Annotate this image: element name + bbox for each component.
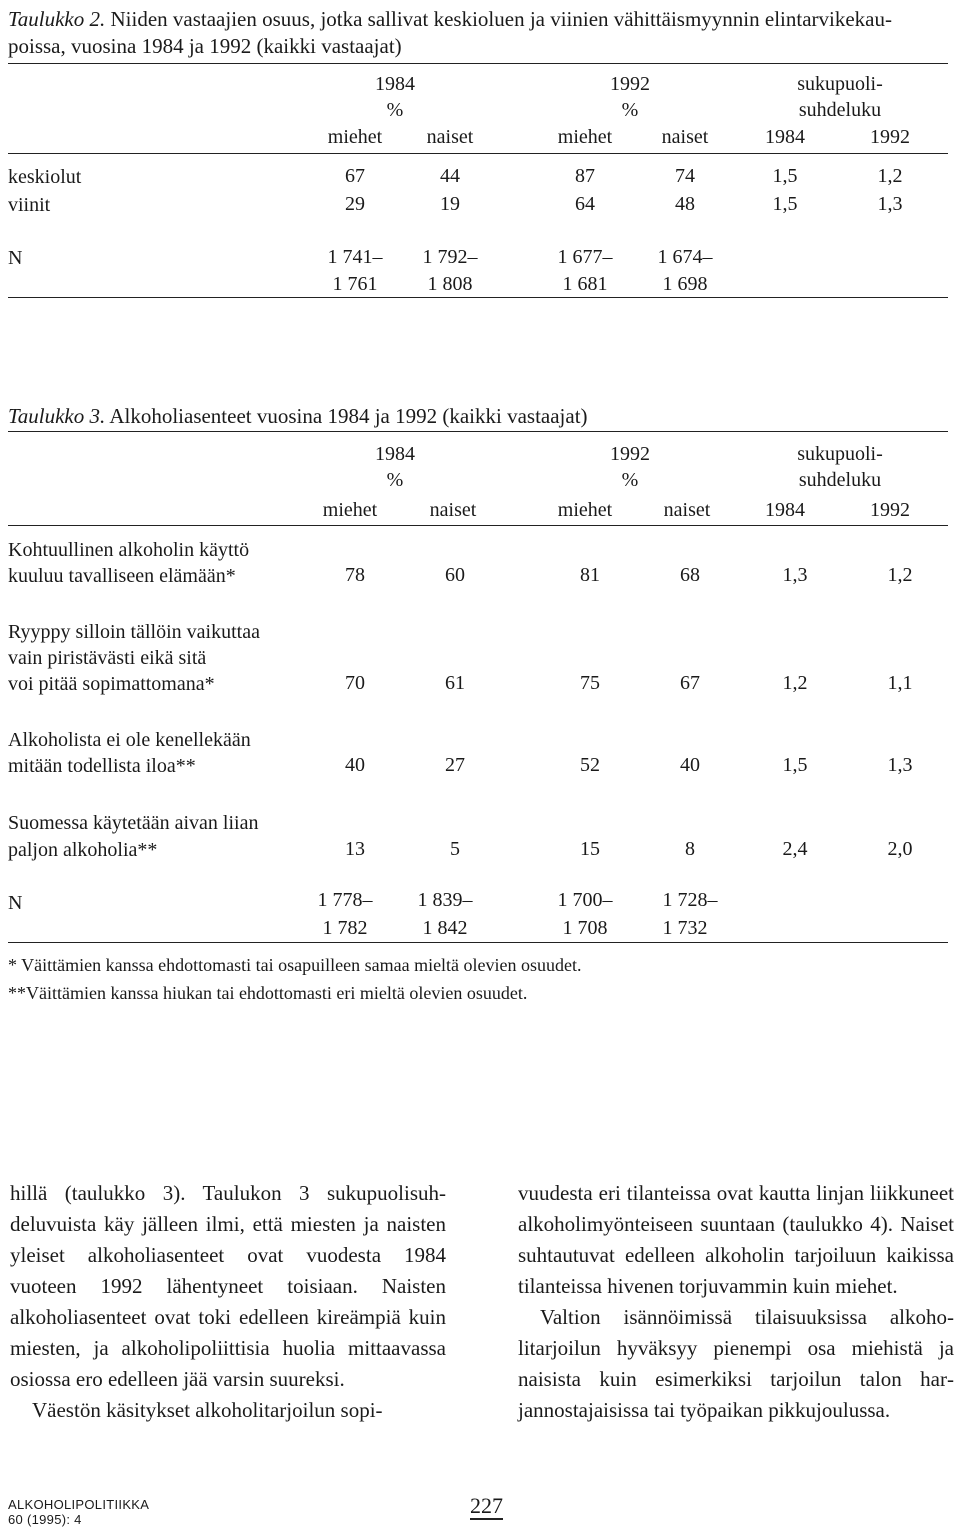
- table3-ratio-line1: sukupuoli-: [797, 443, 883, 465]
- table3-title: Alkoholiasenteet vuosina 1984 ja 1992 (kaikki vastaajat): [105, 404, 588, 428]
- table2-cell: 44: [440, 165, 460, 187]
- table3-cell: 15: [580, 838, 600, 860]
- body-paragraph: Väestön käsitykset alkoholitarjoilun sopi-: [32, 1398, 383, 1422]
- table2-cell: 74: [675, 165, 695, 187]
- table3-year2: 1992: [610, 443, 650, 465]
- table3-row-label: voi pitää sopimattomana*: [8, 673, 215, 695]
- table3-footnote-2: **Väittämien kanssa hiukan tai ehdottomasti eri mieltä olevien osuudet.: [8, 983, 528, 1003]
- table3-top-rule: [8, 431, 948, 432]
- table2-n-cell: 1 808: [427, 273, 473, 295]
- table3-row-label: Suomessa käytetään aivan liian: [8, 812, 259, 834]
- table2-cell: 48: [675, 193, 695, 215]
- table3-cell: 68: [680, 564, 700, 586]
- table2-row-label: keskiolut: [8, 166, 82, 188]
- table3-row-label: kuuluu tavalliseen elämään*: [8, 565, 236, 587]
- table3-row-label: vain piristävästi eikä sitä: [8, 647, 207, 669]
- table3-cell: 40: [345, 754, 365, 776]
- table2-header-rule: [8, 153, 948, 154]
- table2-pct1: %: [386, 99, 404, 121]
- table2-cell: 1,5: [772, 165, 798, 187]
- table3-n-label: N: [8, 892, 23, 914]
- table2-col-miehet-1992: miehet: [557, 126, 613, 148]
- table3-cell: 67: [680, 672, 700, 694]
- table2-n-cell: 1 674–: [657, 246, 713, 268]
- table3-n-cell: 1 782: [322, 917, 368, 939]
- table3-ratio-line2: suhdeluku: [798, 469, 882, 491]
- table3-cell: 8: [685, 838, 695, 860]
- table3-cell: 2,4: [782, 838, 808, 860]
- table3-row-label: Kohtuullinen alkoholin käyttö: [8, 539, 250, 561]
- table3-bottom-rule: [8, 942, 948, 943]
- journal-title: ALKOHOLIPOLITIIKKA: [8, 1497, 150, 1512]
- table2-n-cell: 1 681: [562, 273, 608, 295]
- table3-cell: 1,2: [782, 672, 808, 694]
- table2-col-naiset-1992: naiset: [661, 126, 709, 148]
- table3-cell: 81: [580, 564, 600, 586]
- table2-n-label: N: [8, 247, 23, 269]
- journal-name: [8, 1497, 149, 1527]
- table2-row-label: viinit: [8, 194, 51, 216]
- table2-n-cell: 1 741–: [327, 246, 383, 268]
- table2-n-cell: 1 698: [662, 273, 708, 295]
- body-paragraph: hillä (taulukko 3). Taulukon 3 sukupuolisuhdeluvuista käy jälleen ilmi, että miesten ja naisten yleiset alkoholiasenteet ovat vuodesta 1984 vuoteen 1992 lähentyneet toisiaan. Naisten alkoholiasenteet ovat toki edelleen kireämpiä kuin miesten, ja alkoholipoliittisia huolia mittaavassa osiossa ero edelleen jää varsin suureksi.: [10, 1181, 446, 1391]
- table3-col-ratio-1984: 1984: [765, 499, 805, 521]
- table3-col-naiset-1984: naiset: [429, 499, 477, 521]
- table2-title-line2: poissa, vuosina 1984 ja 1992 (kaikki vastaajat): [8, 34, 402, 58]
- table3-cell: 61: [445, 672, 465, 694]
- body-paragraph: vuudesta eri tilanteissa ovat kautta linjan liikkuneet alkoholimyönteiseen suuntaan (taulukko 4). Naiset suhtautuvat edelleen alkoholin tarjoiluun kaikissa tilanteissa hivenen torjuvammin kuin miehet.: [518, 1181, 954, 1298]
- table3-cell: 1,1: [887, 672, 913, 694]
- table2-cell: 1,3: [877, 193, 903, 215]
- table3-pct2: %: [621, 469, 639, 491]
- table3-cell: 52: [580, 754, 600, 776]
- journal-issue: 60 (1995): 4: [8, 1512, 82, 1527]
- table3-col-miehet-1992: miehet: [557, 499, 613, 521]
- table3-n-cell: 1 700–: [557, 889, 613, 911]
- table3-cell: 75: [580, 672, 600, 694]
- table3-year1: 1984: [375, 443, 415, 465]
- table3-cell: 78: [345, 564, 365, 586]
- table3-row-label: Alkoholista ei ole kenellekään: [8, 729, 251, 751]
- table2-caption: [8, 6, 948, 60]
- table3-n-cell: 1 842: [422, 917, 468, 939]
- table3-cell: 27: [445, 754, 465, 776]
- table3-cell: 70: [345, 672, 365, 694]
- page-number: 227: [470, 1493, 503, 1518]
- table2-year1: 1984: [375, 73, 415, 95]
- table2-cell: 87: [575, 165, 595, 187]
- table2-pct2: %: [621, 99, 639, 121]
- table3-col-miehet-1984: miehet: [322, 499, 378, 521]
- table3-row-label: mitään todellista iloa**: [8, 755, 196, 777]
- table3-col-naiset-1992: naiset: [663, 499, 711, 521]
- table3-row-label: paljon alkoholia**: [8, 839, 158, 861]
- table2-n-cell: 1 761: [332, 273, 378, 295]
- table2-label: Taulukko 2.: [8, 7, 106, 31]
- table2-n-cell: 1 792–: [422, 246, 478, 268]
- table3-cell: 40: [680, 754, 700, 776]
- body-paragraph: Valtion isännöimissä tilaisuuksissa alkoholitarjoilun hyväksyy pienempi osa miehistä ja naisista kuin esimerkiksi tarjoilun talon harjannostajaisissa tai työpaikan pikkujoulussa.: [518, 1305, 954, 1422]
- table3-cell: 1,5: [782, 754, 808, 776]
- table3-caption: [8, 403, 948, 430]
- table2-cell: 67: [345, 165, 365, 187]
- table3-pct1: %: [386, 469, 404, 491]
- table3-cell: 2,0: [887, 838, 913, 860]
- table2-ratio-line2: suhdeluku: [798, 99, 882, 121]
- table2-title-line1: Niiden vastaajien osuus, jotka sallivat keskioluen ja viinien vähittäismyynnin elintarvikekau-: [105, 7, 892, 31]
- table3-cell: 1,2: [887, 564, 913, 586]
- body-column-left: [10, 1178, 446, 1426]
- table3-cell: 60: [445, 564, 465, 586]
- table3-n-cell: 1 728–: [662, 889, 718, 911]
- table3-header-rule: [8, 525, 948, 526]
- table2-cell: 1,5: [772, 193, 798, 215]
- table2-ratio-line1: sukupuoli-: [797, 73, 883, 95]
- table2-bottom-rule: [8, 297, 948, 298]
- body-column-right: [518, 1178, 954, 1426]
- table3-cell: 1,3: [782, 564, 808, 586]
- table3-cell: 13: [345, 838, 365, 860]
- table2-col-naiset-1984: naiset: [426, 126, 474, 148]
- table2-cell: 64: [575, 193, 595, 215]
- table3-cell: 5: [450, 838, 460, 860]
- table2-cell: 29: [345, 193, 365, 215]
- table3-cell: 1,3: [887, 754, 913, 776]
- table3-col-ratio-1992: 1992: [870, 499, 910, 521]
- table2-cell: 19: [440, 193, 460, 215]
- table3-n-cell: 1 778–: [317, 889, 373, 911]
- table3-n-cell: 1 839–: [417, 889, 473, 911]
- table2-year2: 1992: [610, 73, 650, 95]
- table2-top-rule: [8, 63, 948, 64]
- table3-footnote-1: * Väittämien kanssa ehdottomasti tai osapuilleen samaa mieltä olevien osuudet.: [8, 955, 582, 975]
- table3-n-cell: 1 708: [562, 917, 608, 939]
- table2-col-miehet-1984: miehet: [327, 126, 383, 148]
- table3-label: Taulukko 3.: [8, 404, 106, 428]
- table2-col-ratio-1992: 1992: [870, 126, 910, 148]
- table2-n-cell: 1 677–: [557, 246, 613, 268]
- table2-col-ratio-1984: 1984: [765, 126, 805, 148]
- table3-row-label: Ryyppy silloin tällöin vaikuttaa: [8, 621, 260, 643]
- table2-cell: 1,2: [877, 165, 903, 187]
- table3-n-cell: 1 732: [662, 917, 708, 939]
